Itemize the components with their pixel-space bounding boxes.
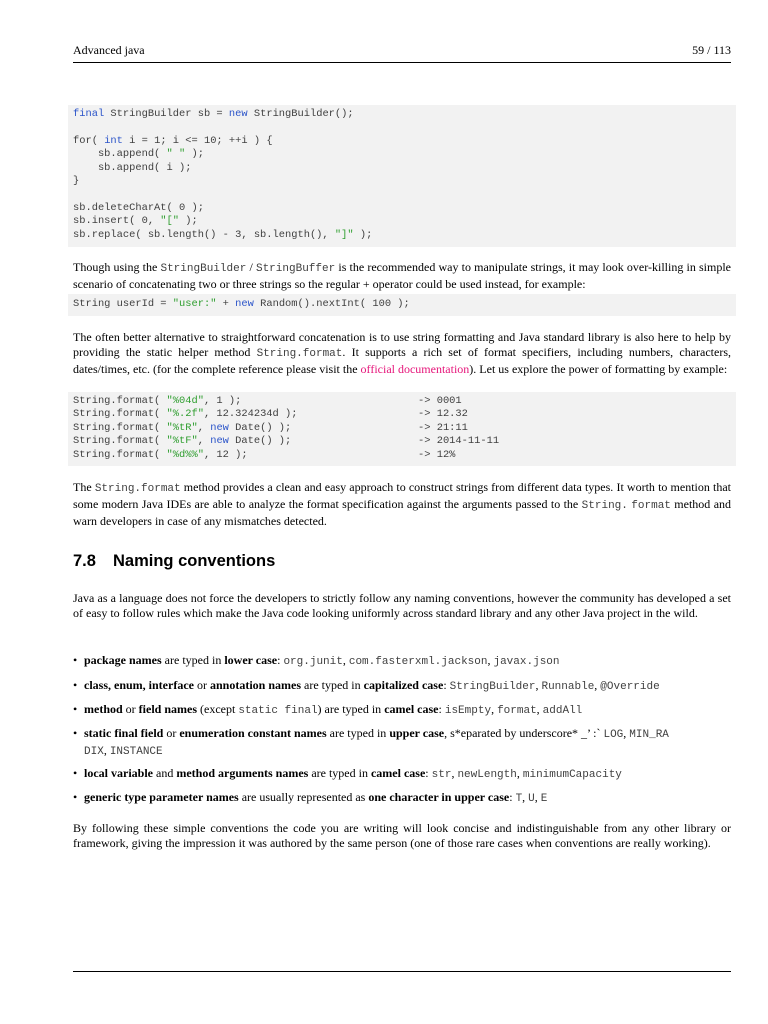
page-number: 59 / 113 bbox=[692, 43, 731, 57]
paragraph-format-method: The String.format method provides a clean and easy approach to construct strings from different data types. It worth to mention that some modern Java IDEs are able to analyze the format specification against the arguments passed to the String. format method and warn developers in case of any mismatches detected. bbox=[73, 480, 732, 529]
paragraph-string-format: The often better alternative to straightforward concatenation is to use string formatting and Java standard library is also here to help by providing the static helper method String.format. It supports a rich set of format specifiers, including numbers, characters, dates/times, etc. (for the complete reference please visit the official documentation). Let us explore the power of formatting by example: bbox=[73, 330, 731, 377]
page-header bbox=[73, 43, 731, 59]
code-block-concat bbox=[68, 294, 736, 316]
code-line: sb.replace( sb.length() - 3, sb.length(), "]" ); bbox=[73, 228, 373, 241]
code-result: -> 2014-11-11 bbox=[418, 435, 500, 448]
section-heading: 7.8 Naming conventions bbox=[73, 552, 276, 570]
header-rule bbox=[73, 62, 731, 63]
paragraph-concatenation: Though using the StringBuilder / StringBuffer is the recommended way to manipulate strings, it may look over-killing in simple scenario of concatenating two or three strings so the regular + operator could be used instead, for example: bbox=[73, 260, 731, 292]
code-block-format-examples bbox=[68, 392, 736, 466]
code-line: sb.append( i ); bbox=[73, 161, 192, 174]
paragraph-naming-intro: Java as a language does not force the developers to strictly follow any naming conventions, however the community has developed a set of easy to follow rules which make the Java code looking uniformly across standard library and any other Java project in the wild. bbox=[73, 591, 731, 621]
code-line: sb.append( " " ); bbox=[73, 148, 204, 161]
official-documentation-link[interactable]: official documentation bbox=[360, 362, 470, 377]
code-line: String.format( "%04d", 1 ); -> 0001 bbox=[73, 395, 462, 407]
code-result: -> 12% bbox=[418, 448, 456, 461]
code-line: } bbox=[73, 175, 80, 188]
code-line: sb.insert( 0, "[" ); bbox=[73, 215, 198, 228]
code-line: String.format( "%tF", new Date() ); -> 2014-11-11 bbox=[73, 435, 500, 448]
code-line: String.format( "%tR", new Date() ); -> 21:11 bbox=[73, 421, 468, 434]
document-title: Advanced java bbox=[73, 43, 145, 57]
code-line: String userId = "user:" + new Random().nextInt( 100 ); bbox=[73, 298, 410, 310]
code-result: -> 0001 bbox=[418, 395, 462, 407]
paragraph-conclusion: By following these simple conventions the code you are writing will look concise and indistinguishable from any other library or framework, giving the impression it was authored by the same person (one of those rare cases when conventions are really working). bbox=[73, 821, 731, 851]
code-line: sb.deleteCharAt( 0 ); bbox=[73, 202, 204, 214]
footer-rule bbox=[73, 971, 731, 972]
code-result: -> 12.32 bbox=[418, 408, 468, 421]
code-line: final StringBuilder sb = new StringBuilder(); bbox=[73, 108, 354, 120]
code-result: -> 21:11 bbox=[418, 421, 468, 434]
code-block-stringbuilder bbox=[68, 105, 736, 247]
code-line: String.format( "%.2f", 12.324234d ); -> 12.32 bbox=[73, 408, 468, 421]
code-line: String.format( "%d%%", 12 ); -> 12% bbox=[73, 448, 456, 461]
code-line: for( int i = 1; i <= 10; ++i ) { bbox=[73, 135, 273, 147]
